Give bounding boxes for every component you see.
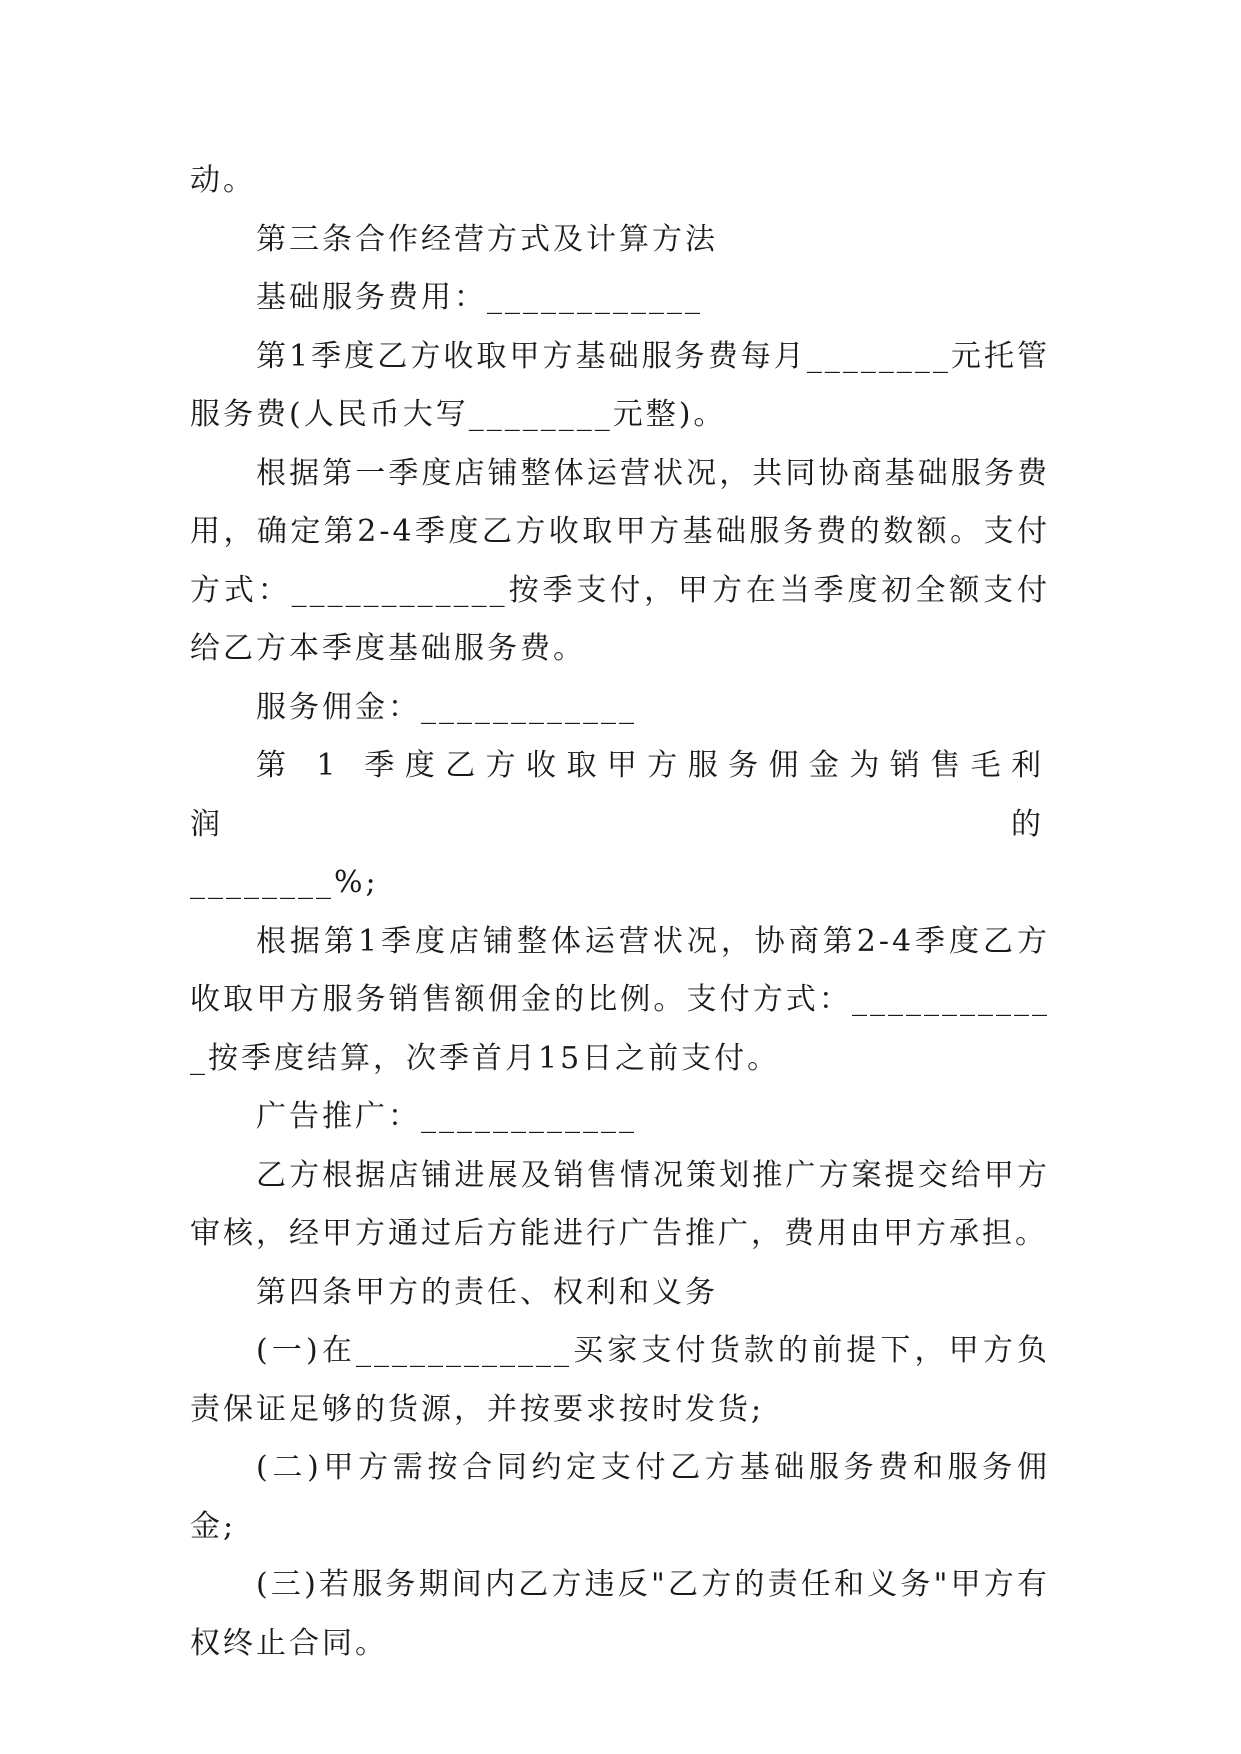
article-heading-3: 第三条合作经营方式及计算方法 <box>256 221 718 257</box>
base-fee-negotiation-paragraph: 根据第一季度店铺整体运营状况，共同协商基础服务费用，确定第2-4季度乙方收取甲方基础服务费的数额。支付方式：____________按季支付，甲方在当季度初全额支付给乙方本季度基础服务费。 <box>190 455 1050 666</box>
article-heading-4: 第四条甲方的责任、权利和义务 <box>256 1274 718 1310</box>
q1-commission-percentage: ________%; <box>190 865 379 900</box>
advertising-line: 广告推广：____________ <box>256 1099 637 1134</box>
party-a-duty-2: (二)甲方需按合同约定支付乙方基础服务费和服务佣金; <box>190 1450 1050 1544</box>
service-commission-line: 服务佣金：____________ <box>256 689 637 725</box>
document-body <box>190 152 1050 1673</box>
party-a-duty-1: (一)在____________买家支付货款的前提下，甲方负责保证足够的货源，并按要求按时发货; <box>190 1333 1050 1427</box>
party-a-duty-3: (三)若服务期间内乙方违反"乙方的责任和义务"甲方有权终止合同。 <box>190 1567 1050 1661</box>
commission-negotiation-paragraph: 根据第1季度店铺整体运营状况，协商第2-4季度乙方收取甲方服务销售额佣金的比例。支付方式：____________按季度结算，次季首月15日之前支付。 <box>190 923 1050 1076</box>
paragraph-continuation: 动。 <box>190 163 256 198</box>
q1-commission-paragraph: 第 1 季度乙方收取甲方服务佣金为销售毛利润的 <box>190 748 1050 842</box>
advertising-paragraph: 乙方根据店铺进展及销售情况策划推广方案提交给甲方审核，经甲方通过后方能进行广告推广，费用由甲方承担。 <box>190 1157 1050 1251</box>
q1-base-fee-paragraph: 第1季度乙方收取甲方基础服务费每月________元托管服务费(人民币大写________元整)。 <box>190 338 1050 432</box>
base-service-fee-line: 基础服务费用：____________ <box>256 280 703 315</box>
